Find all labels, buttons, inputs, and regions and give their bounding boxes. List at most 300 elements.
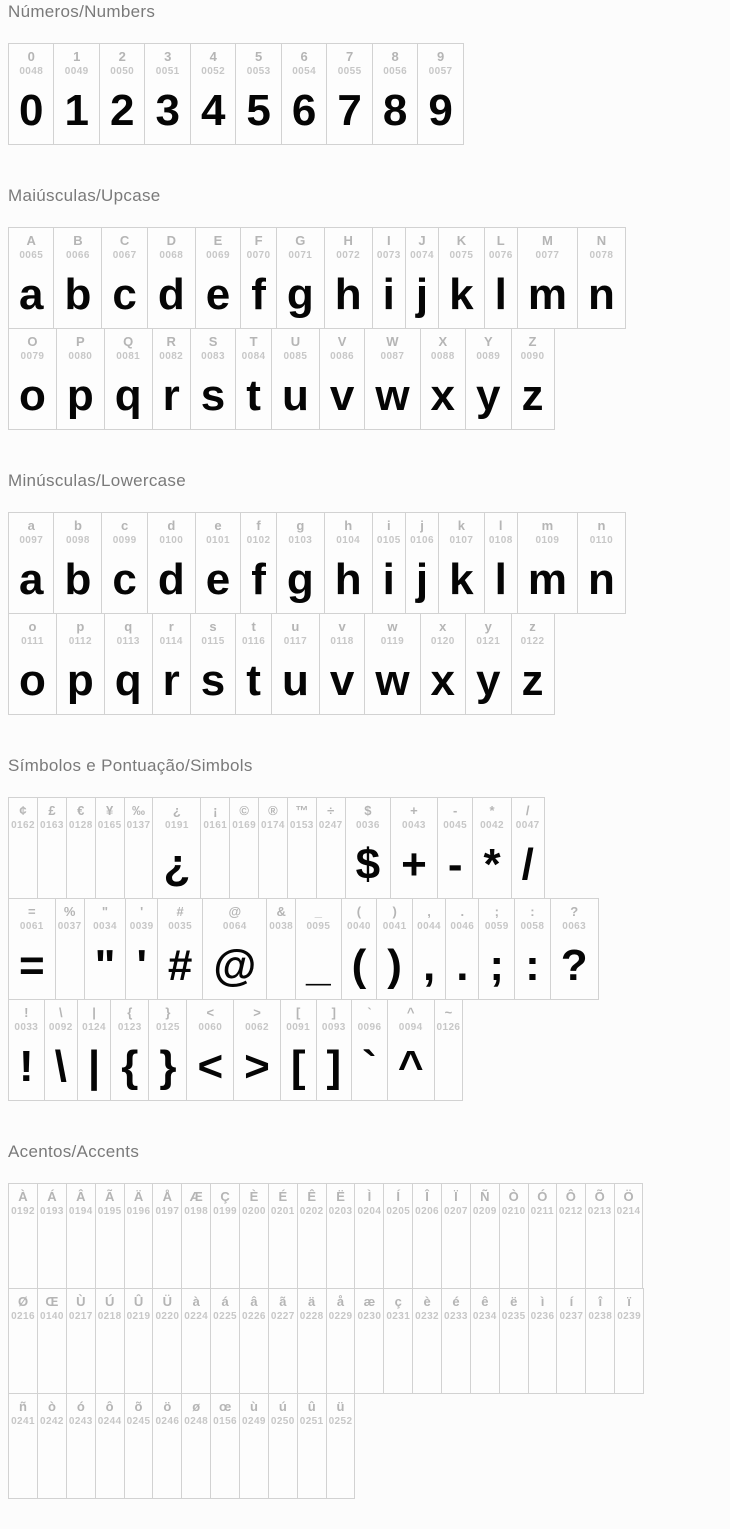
cell-glyph: e [205, 555, 231, 604]
char-cell [420, 329, 465, 429]
cell-glyph: ( [351, 941, 367, 990]
cell-char-label: Q [123, 334, 134, 349]
char-cell [484, 228, 517, 328]
cell-code-label: 0210 [501, 1206, 526, 1217]
char-cell [77, 1000, 110, 1100]
cell-code-label: 0249 [242, 1416, 266, 1427]
cell-char-label: ñ [19, 1399, 27, 1414]
char-cell [124, 1394, 153, 1498]
char-cell [152, 1289, 181, 1393]
cell-char-label: © [239, 803, 249, 818]
cell-code-label: 0058 [520, 921, 545, 932]
cell-code-label: 0192 [11, 1206, 35, 1217]
cell-code-label: 0204 [357, 1206, 382, 1217]
cell-char-label: à [192, 1294, 200, 1309]
cell-code-label: 0038 [269, 921, 294, 932]
cell-code-label: 0234 [472, 1311, 497, 1322]
cell-glyph: _ [306, 941, 331, 990]
cell-code-label: 0114 [159, 636, 183, 647]
cell-code-label: 0169 [232, 820, 257, 831]
cell-code-label: 0059 [484, 921, 509, 932]
char-cell [441, 1289, 470, 1393]
cell-code-label: 0207 [444, 1206, 468, 1217]
cell-char-label: ô [105, 1399, 114, 1414]
cell-code-label: 0100 [159, 535, 184, 546]
cell-glyph: i [382, 555, 395, 604]
char-cell [95, 1289, 124, 1393]
cell-char-label: ò [47, 1399, 56, 1414]
char-cell [110, 1000, 148, 1100]
cell-char-label: i [386, 518, 391, 533]
cell-glyph: ' [136, 941, 147, 990]
cell-code-label: 0107 [449, 535, 474, 546]
cell-code-label: 0205 [386, 1206, 411, 1217]
char-cell [66, 798, 95, 898]
cell-code-label: 0069 [206, 250, 230, 261]
cell-char-label: V [337, 334, 347, 349]
char-cell [240, 513, 276, 613]
cell-glyph: j [415, 555, 429, 604]
cell-code-label: 0122 [520, 636, 545, 647]
char-cell [387, 1000, 434, 1100]
cell-code-label: 0033 [14, 1022, 39, 1033]
cell-code-label: 0061 [19, 921, 44, 932]
cell-code-label: 0055 [337, 66, 362, 77]
char-cell [229, 798, 258, 898]
char-cell [239, 1394, 268, 1498]
cell-glyph: k [449, 555, 474, 604]
cell-char-label: . [460, 904, 465, 919]
char-cell [147, 228, 195, 328]
cell-code-label: 0043 [402, 820, 426, 831]
char-cell [517, 513, 577, 613]
cell-glyph: > [244, 1042, 270, 1091]
cell-code-label: 0195 [97, 1206, 122, 1217]
char-cell [9, 614, 56, 714]
cell-code-label: 0126 [436, 1022, 461, 1033]
char-cell [390, 798, 437, 898]
cell-char-label: ç [394, 1294, 402, 1309]
cell-glyph: j [415, 270, 429, 319]
cell-char-label: e [214, 518, 222, 533]
cell-glyph: 4 [200, 86, 226, 135]
char-cell [326, 1394, 355, 1498]
cell-char-label: Ù [76, 1294, 86, 1309]
cell-code-label: 0039 [129, 921, 154, 932]
char-cell [465, 614, 510, 714]
char-cell [550, 899, 598, 999]
cell-code-label: 0081 [116, 351, 141, 362]
cell-code-label: 0248 [184, 1416, 209, 1427]
cell-glyph: ^ [397, 1042, 424, 1091]
char-cell [152, 614, 190, 714]
char-cell [341, 899, 377, 999]
cell-code-label: 0228 [299, 1311, 324, 1322]
char-cell [37, 798, 66, 898]
cell-code-label: 0165 [97, 820, 122, 831]
cell-code-label: 0117 [283, 636, 308, 647]
cell-code-label: 0250 [270, 1416, 295, 1427]
cell-char-label: ™ [295, 803, 309, 818]
cell-code-label: 0095 [306, 921, 331, 932]
cell-char-label: z [529, 619, 536, 634]
cell-char-label: ) [392, 904, 397, 919]
char-cell [287, 798, 316, 898]
cell-code-label: 0105 [376, 535, 401, 546]
char-cell [412, 1184, 441, 1288]
char-cell [383, 1289, 412, 1393]
cell-glyph: b [64, 555, 92, 604]
cell-glyph: [ [290, 1042, 306, 1091]
cell-char-label: ï [627, 1294, 631, 1309]
char-cell [9, 329, 56, 429]
char-cell [9, 228, 53, 328]
cell-char-label: F [254, 233, 263, 248]
char-cell [104, 614, 152, 714]
section-title: Maiúsculas/Upcase [8, 186, 161, 205]
cell-code-label: 0073 [376, 250, 401, 261]
cell-code-label: 0079 [20, 351, 45, 362]
char-cell [511, 614, 554, 714]
cell-char-label: ù [249, 1399, 258, 1414]
cell-code-label: 0230 [357, 1311, 382, 1322]
cell-char-label: Ø [17, 1294, 29, 1309]
cell-code-label: 0224 [184, 1311, 209, 1322]
cell-char-label: Ì [367, 1189, 372, 1204]
cell-glyph: 9 [428, 86, 453, 135]
cell-char-label: ¡ [213, 803, 218, 818]
cell-glyph: 6 [291, 86, 317, 135]
cell-char-label: $ [364, 803, 372, 818]
char-cell [280, 1000, 316, 1100]
cell-char-label: è [423, 1294, 431, 1309]
char-cell [190, 329, 235, 429]
char-cell [297, 1289, 326, 1393]
char-cell [499, 1289, 528, 1393]
char-cell [417, 44, 462, 144]
char-cell [420, 614, 465, 714]
charmap-row [8, 1393, 355, 1499]
cell-code-label: 0053 [246, 66, 271, 77]
cell-code-label: 0071 [288, 250, 313, 261]
cell-code-label: 0091 [286, 1022, 311, 1033]
cell-glyph: k [449, 270, 474, 319]
char-cell [577, 228, 625, 328]
cell-code-label: 0072 [336, 250, 361, 261]
cell-char-label: K [456, 233, 467, 248]
cell-char-label: ® [268, 803, 278, 818]
cell-char-label: É [278, 1189, 288, 1204]
cell-code-label: 0099 [112, 535, 137, 546]
cell-code-label: 0048 [19, 66, 44, 77]
charmap-section [8, 471, 730, 715]
char-cell [281, 44, 326, 144]
cell-char-label: o [28, 619, 37, 634]
cell-glyph: x [430, 371, 456, 420]
char-cell [556, 1289, 585, 1393]
cell-char-label: P [76, 334, 85, 349]
cell-char-label: 1 [73, 49, 81, 64]
cell-char-label: q [124, 619, 133, 634]
char-cell [210, 1394, 239, 1498]
cell-glyph: w [375, 656, 410, 705]
cell-glyph: s [200, 371, 226, 420]
cell-char-label: Å [162, 1189, 173, 1204]
char-cell [295, 899, 340, 999]
charmap-row [8, 227, 626, 329]
cell-code-label: 0241 [11, 1416, 35, 1427]
char-cell [9, 1184, 37, 1288]
cell-char-label: À [18, 1189, 28, 1204]
cell-glyph: g [286, 555, 314, 604]
char-cell [195, 228, 240, 328]
cell-char-label: û [307, 1399, 316, 1414]
cell-code-label: 0236 [530, 1311, 555, 1322]
cell-code-label: 0124 [82, 1022, 106, 1033]
cell-code-label: 0233 [444, 1311, 468, 1322]
cell-code-label: 0237 [559, 1311, 584, 1322]
cell-code-label: 0231 [386, 1311, 411, 1322]
char-cell [345, 798, 390, 898]
cell-glyph: < [197, 1042, 224, 1091]
cell-code-label: 0089 [476, 351, 501, 362]
cell-glyph: { [121, 1042, 139, 1091]
cell-char-label: # [176, 904, 184, 919]
cell-glyph: z [521, 371, 544, 420]
charmap-row [8, 613, 555, 715]
cell-char-label: ü [336, 1399, 345, 1414]
cell-code-label: 0078 [589, 250, 614, 261]
cell-code-label: 0115 [201, 636, 225, 647]
cell-code-label: 0213 [587, 1206, 612, 1217]
char-cell [268, 1289, 297, 1393]
cell-code-label: 0137 [126, 820, 151, 831]
cell-char-label: B [73, 233, 83, 248]
char-cell [472, 798, 510, 898]
cell-char-label: " [101, 904, 109, 919]
cell-glyph: 7 [337, 86, 362, 135]
cell-code-label: 0220 [155, 1311, 180, 1322]
cell-code-label: 0235 [501, 1311, 526, 1322]
cell-code-label: 0161 [203, 820, 228, 831]
cell-char-label: r [168, 619, 174, 634]
cell-code-label: 0174 [261, 820, 285, 831]
char-cell [556, 1184, 585, 1288]
cell-char-label: ] [331, 1005, 337, 1020]
char-cell [354, 1289, 383, 1393]
cell-code-label: 0238 [588, 1311, 613, 1322]
char-cell [9, 1289, 37, 1393]
charmap-section [8, 186, 730, 430]
cell-char-label: A [26, 233, 36, 248]
cell-char-label: ë [510, 1294, 518, 1309]
cell-glyph: n [587, 555, 615, 604]
cell-char-label: h [344, 518, 353, 533]
cell-code-label: 0088 [430, 351, 455, 362]
cell-code-label: 0051 [155, 66, 180, 77]
cell-code-label: 0193 [40, 1206, 64, 1217]
cell-glyph: b [64, 270, 92, 319]
char-cell [66, 1184, 95, 1288]
cell-code-label: 0036 [355, 820, 380, 831]
char-cell [144, 44, 189, 144]
charmap-row [8, 512, 626, 614]
cell-glyph: ¿ [163, 840, 191, 889]
section-rows [8, 1183, 730, 1499]
charmap-row [8, 43, 464, 145]
cell-char-label: ê [481, 1294, 489, 1309]
cell-char-label: _ [314, 904, 323, 919]
cell-code-label: 0094 [398, 1022, 423, 1033]
char-cell [240, 228, 276, 328]
char-cell [372, 44, 417, 144]
char-cell [210, 1184, 239, 1288]
cell-char-label: ¢ [19, 803, 27, 818]
char-cell [53, 228, 101, 328]
char-cell [157, 899, 202, 999]
section-title: Números/Numbers [8, 2, 156, 21]
cell-glyph: r [162, 656, 180, 705]
cell-glyph: t [246, 656, 261, 705]
cell-code-label: 0203 [328, 1206, 353, 1217]
cell-glyph: a [19, 555, 44, 604]
cell-char-label: ^ [406, 1005, 415, 1020]
cell-char-label: ( [356, 904, 362, 919]
cell-char-label: Õ [594, 1189, 605, 1204]
cell-code-label: 0082 [159, 351, 184, 362]
cell-char-label: ó [76, 1399, 85, 1414]
cell-code-label: 0092 [48, 1022, 73, 1033]
cell-char-label: s [209, 619, 217, 634]
cell-char-label: ä [308, 1294, 316, 1309]
cell-code-label: 0123 [117, 1022, 142, 1033]
cell-char-label: N [596, 233, 607, 248]
char-cell [124, 798, 153, 898]
cell-char-label: Ë [336, 1189, 345, 1204]
cell-code-label: 0243 [68, 1416, 93, 1427]
char-cell [438, 228, 483, 328]
cell-char-label: c [121, 518, 129, 533]
cell-glyph: g [286, 270, 314, 319]
cell-char-label: â [250, 1294, 258, 1309]
cell-char-label: È [249, 1189, 259, 1204]
cell-code-label: 0075 [449, 250, 474, 261]
char-cell [326, 1184, 355, 1288]
char-cell [372, 513, 405, 613]
char-cell [585, 1184, 614, 1288]
cell-char-label: 0 [27, 49, 35, 64]
charmap-row [8, 797, 545, 899]
cell-code-label: 0121 [476, 636, 501, 647]
cell-glyph: u [281, 371, 309, 420]
char-cell [297, 1184, 326, 1288]
cell-char-label: í [569, 1294, 574, 1309]
cell-code-label: 0109 [535, 535, 560, 546]
cell-char-label: - [452, 803, 458, 818]
char-cell [210, 1289, 239, 1393]
charmap-row [8, 1288, 644, 1394]
char-cell [239, 1184, 268, 1288]
char-cell [148, 1000, 186, 1100]
cell-glyph: l [494, 270, 507, 319]
cell-code-label: 0194 [68, 1206, 93, 1217]
char-cell [514, 899, 550, 999]
char-cell [364, 614, 419, 714]
char-cell [55, 899, 84, 999]
cell-char-label: 2 [118, 49, 126, 64]
cell-glyph: @ [213, 941, 257, 990]
cell-char-label: Í [396, 1189, 401, 1204]
char-cell [84, 899, 126, 999]
cell-char-label: Ñ [480, 1189, 490, 1204]
char-cell [364, 329, 419, 429]
cell-glyph: n [587, 270, 615, 319]
cell-code-label: 0045 [443, 820, 468, 831]
cell-glyph: p [66, 371, 94, 420]
cell-code-label: 0097 [19, 535, 44, 546]
section-rows [8, 43, 730, 145]
char-cell [470, 1289, 499, 1393]
cell-char-label: d [167, 518, 176, 533]
cell-char-label: Ç [220, 1189, 230, 1204]
cell-code-label: 0040 [347, 921, 371, 932]
char-cell [585, 1289, 614, 1393]
cell-code-label: 0227 [270, 1311, 295, 1322]
cell-code-label: 0042 [480, 820, 504, 831]
char-cell [53, 513, 101, 613]
cell-code-label: 0245 [126, 1416, 151, 1427]
cell-code-label: 0112 [68, 636, 92, 647]
cell-char-label: O [27, 334, 38, 349]
cell-glyph: 0 [19, 86, 44, 135]
cell-code-label: 0068 [159, 250, 184, 261]
char-cell [104, 329, 152, 429]
char-cell [351, 1000, 387, 1100]
cell-code-label: 0163 [40, 820, 64, 831]
char-cell [438, 513, 483, 613]
cell-glyph: } [159, 1042, 177, 1091]
char-cell [297, 1394, 326, 1498]
cell-glyph: c [112, 270, 137, 319]
cell-char-label: T [249, 334, 258, 349]
cell-glyph: f [251, 555, 266, 604]
cell-char-label: x [439, 619, 447, 634]
cell-code-label: 0086 [330, 351, 354, 362]
cell-glyph: c [112, 555, 137, 604]
cell-char-label: S [208, 334, 218, 349]
cell-char-label: < [206, 1005, 215, 1020]
cell-glyph: m [527, 270, 567, 319]
cell-char-label: v [338, 619, 346, 634]
cell-glyph: q [114, 371, 142, 420]
cell-char-label: u [291, 619, 300, 634]
charmap-row [8, 999, 463, 1101]
section-rows [8, 797, 730, 1101]
char-cell [511, 798, 544, 898]
char-cell [44, 1000, 77, 1100]
char-cell [266, 899, 295, 999]
cell-code-label: 0080 [68, 351, 93, 362]
char-cell [271, 329, 319, 429]
cell-code-label: 0044 [417, 921, 441, 932]
char-cell [614, 1184, 643, 1288]
cell-glyph: i [382, 270, 395, 319]
cell-char-label: Ô [565, 1189, 576, 1204]
cell-char-label: Á [47, 1189, 57, 1204]
cell-code-label: 0108 [488, 535, 513, 546]
cell-glyph: f [251, 270, 266, 319]
char-cell [528, 1289, 557, 1393]
